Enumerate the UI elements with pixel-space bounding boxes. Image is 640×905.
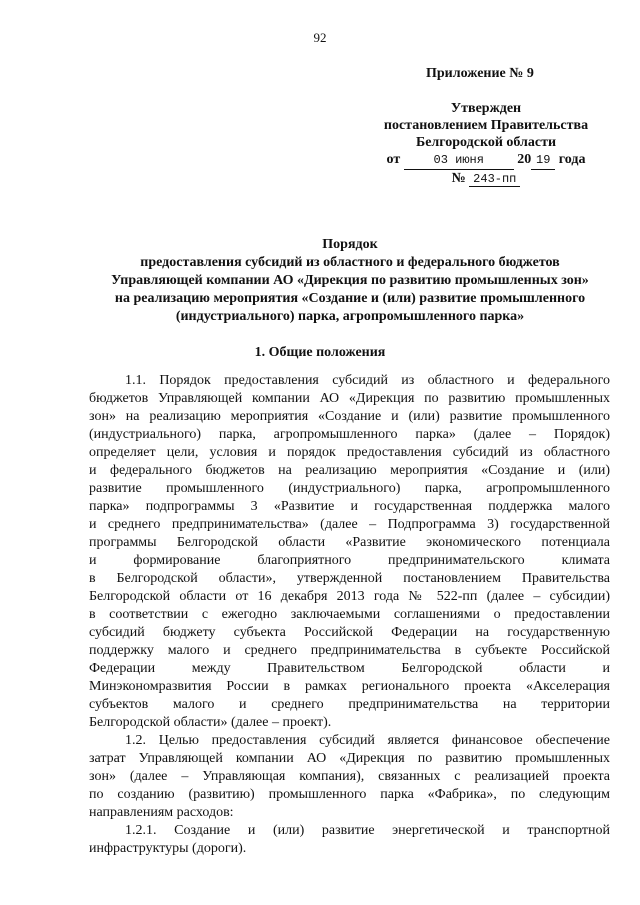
approval-number [366,170,606,188]
text-line: Белгородской области» (далее – проект). [89,715,332,730]
number-value: 243-пп [469,172,520,187]
text-line: 1.1. Порядок предоставления субсидий из областного и федерального [125,373,610,388]
section-heading: 1. Общие положения [254,345,386,360]
text-line: бюджетов Управляющей компании АО «Дирекция по развитию промышленных [89,391,610,406]
text-line: инфраструктуры (дороги). [89,841,247,856]
text-line: в Белгородской области», утвержденной постановлением Правительства [89,571,610,586]
date-year-suffix: 19 [531,152,555,170]
text-line: 1.2. Целью предоставления субсидий является финансовое обеспечение [125,733,610,748]
title-line-5: (индустриального) парка, агропромышленного парка» [175,309,525,324]
text-line: по созданию (развитию) промышленного парка «Фабрика», по следующим [89,787,610,802]
appendix-label: Приложение № 9 [426,66,534,81]
document-title [80,236,620,326]
number-prefix: № [451,171,466,186]
paragraph-1-2 [89,732,610,822]
date-day-month: 03 июня [404,152,514,170]
text-line: Минэкономразвития России в рамках регионального проекта «Акселерация [89,679,610,694]
text-line: и среднего предпринимательства» (далее – Подпрограмма 3) государственной [89,517,610,532]
text-line: направлениям расходов: [89,805,234,820]
approval-block [366,100,606,188]
date-suffix: года [558,152,586,167]
document-body [89,372,610,858]
approval-line-2: постановлением Правительства [383,118,589,133]
text-line: 1.2.1. Создание и (или) развитие энергетической и транспортной [125,823,610,838]
approval-line-3: Белгородской области [415,135,557,150]
title-line-3: Управляющей компании АО «Дирекция по развитию промышленных зон» [111,273,589,288]
text-line: и федерального бюджетов на реализацию мероприятия «Создание и (или) [89,463,610,478]
text-line: парка» подпрограммы 3 «Развитие и государственная поддержка малого [89,499,610,514]
paragraph-1-2-1 [89,822,610,858]
text-line: (индустриального) парка, агропромышленного парка» (далее – Порядок) [89,427,610,442]
text-line: поддержку малого и среднего предпринимательства в субъекте Российской [89,643,610,658]
date-prefix: от [386,152,401,167]
text-line: определяет цели, условия и порядок предоставления субсидий из областного [89,445,610,460]
title-line-2: предоставления субсидий из областного и федерального бюджетов [140,255,560,270]
text-line: зон» на реализацию мероприятия «Создание и (или) развитие промышленного [89,409,610,424]
paragraph-1-1 [89,372,610,732]
text-line: и формирование благоприятного предпринимательского климата [89,553,610,568]
text-line: Федерации между Правительством Белгородской области и [89,661,610,676]
text-line: субсидий бюджету субъекта Российской Федерации на государственную [89,625,610,640]
date-year-prefix: 20 [517,152,532,167]
text-line: программы Белгородской области «Развитие экономического потенциала [89,535,610,550]
approval-line-1: Утвержден [450,101,522,116]
text-line: субъектов малого и среднего предпринимательства на территории [89,697,610,712]
text-line: в соответствии с ежегодно заключаемыми соглашениями о предоставлении [89,607,610,622]
title-line-1: Порядок [322,237,378,252]
text-line: затрат Управляющей компании АО «Дирекция по развитию промышленных [89,751,610,766]
page-number: 92 [313,30,327,45]
text-line: Белгородской области от 16 декабря 2013 года № 522-пп (далее – субсидии) [89,589,610,604]
text-line: зон» (далее – Управляющая компания), связанных с реализацией проекта [89,769,610,784]
title-line-4: на реализацию мероприятия «Создание и (или) развитие промышленного [114,291,586,306]
text-line: развитие промышленного (индустриального) парка, агропромышленного [89,481,610,496]
approval-date [366,151,606,170]
